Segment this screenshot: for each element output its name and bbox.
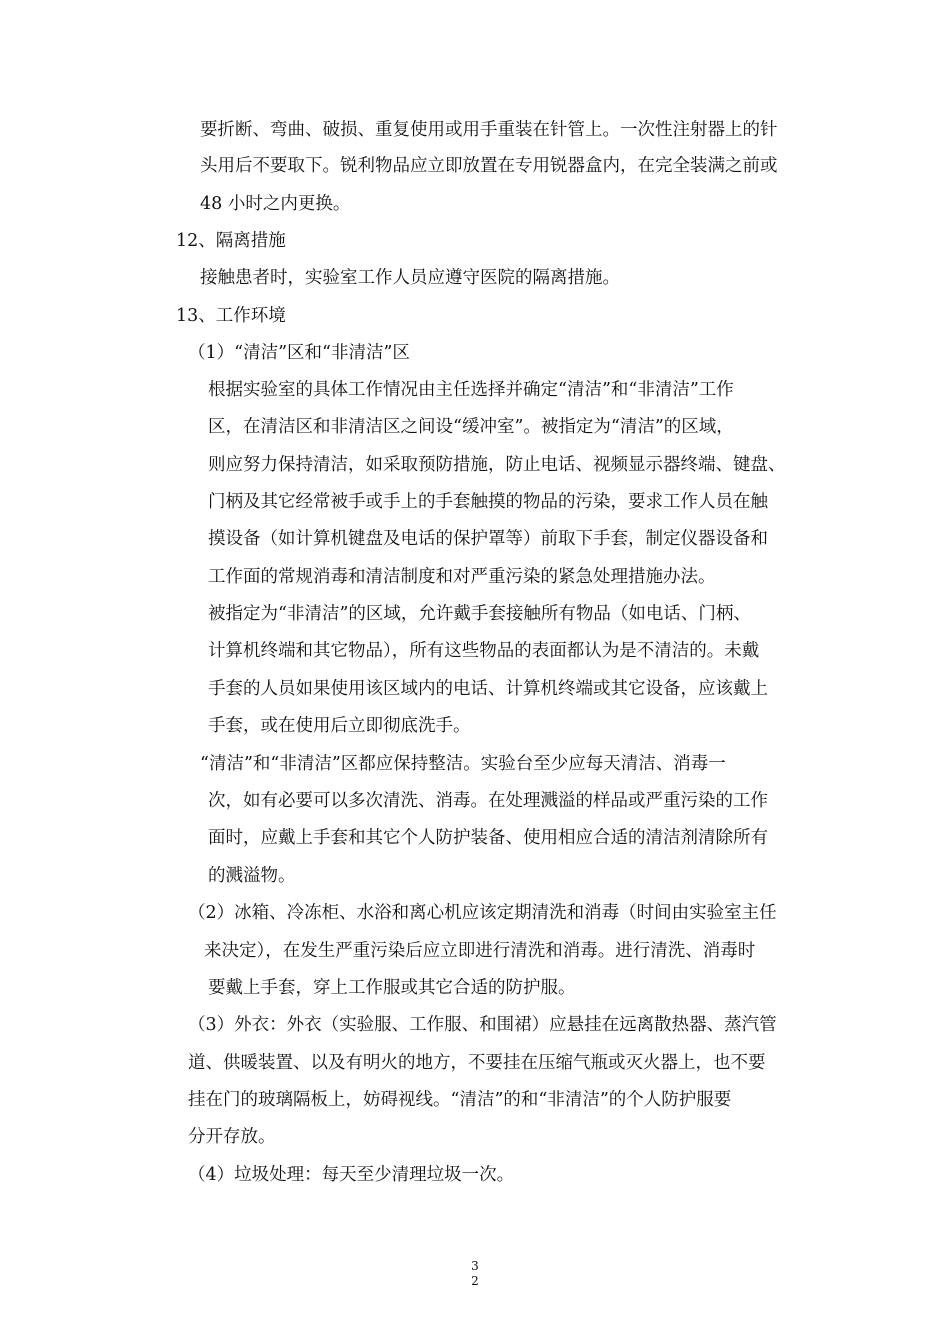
sub1-heading: （1）“清洁”区和“非清洁”区: [188, 343, 410, 363]
sub1-p1-line-3: 则应努力保持清洁，如采取预防措施，防止电话、视频显示器终端、键盘、: [208, 455, 786, 475]
sub3-line-3: 挂在门的玻璃隔板上，妨碍视线。“清洁”的和“非清洁”的个人防护服要: [188, 1090, 732, 1110]
sub1-p3-line-2: 次，如有必要可以多次清洗、消毒。在处理溅溢的样品或严重污染的工作: [208, 791, 768, 811]
sub4-line-1: （4）垃圾处理：每天至少清理垃圾一次。: [188, 1165, 515, 1185]
sub1-p1-line-6: 工作面的常规消毒和清洁制度和对严重污染的紧急处理措施办法。: [208, 567, 716, 587]
item11-line-2: 头用后不要取下。锐利物品应立即放置在专用锐器盒内，在完全装满之前或: [200, 156, 778, 176]
sub1-p1-line-2: 区，在清洁区和非清洁区之间设“缓冲室”。被指定为“清洁”的区域，: [208, 417, 734, 437]
sub1-p1-line-4: 门柄及其它经常被手或手上的手套触摸的物品的污染，要求工作人员在触: [208, 492, 768, 512]
sub1-p2-line-3: 手套的人员如果使用该区域内的电话、计算机终端或其它设备，应该戴上: [208, 679, 768, 699]
sub2-line-2: 来决定），在发生严重污染后应立即进行清洗和消毒。进行清洗、消毒时: [204, 941, 756, 961]
item12-heading: 12、隔离措施: [176, 231, 286, 251]
sub1-p3-line-3: 面时，应戴上手套和其它个人防护装备、使用相应合适的清洁剂清除所有: [208, 828, 768, 848]
sub1-p1-line-5: 摸设备（如计算机键盘及电话的保护罩等）前取下手套，制定仪器设备和: [208, 529, 768, 549]
sub1-p3-line-1: “清洁”和“非清洁”区都应保持整洁。实验台至少应每天清洁、消毒一: [200, 754, 726, 774]
item13-heading: 13、工作环境: [176, 306, 286, 326]
sub1-p1-line-1: 根据实验室的具体工作情况由主任选择并确定“清洁”和“非清洁”工作: [208, 380, 734, 400]
sub3-line-1: （3）外衣：外衣（实验服、工作服、和围裙）应悬挂在远离散热器、蒸汽管: [188, 1015, 777, 1035]
sub1-p2-line-2: 计算机终端和其它物品），所有这些物品的表面都认为是不清洁的。未戴: [208, 641, 760, 661]
sub2-line-1: （2）冰箱、冷冻柜、水浴和离心机应该定期清洗和消毒（时间由实验室主任: [188, 903, 777, 923]
sub3-line-4: 分开存放。: [188, 1127, 276, 1147]
page-number-top: 3: [471, 1259, 479, 1273]
sub2-line-3: 要戴上手套，穿上工作服或其它合适的防护服。: [208, 978, 576, 998]
item11-line-3: 48 小时之内更换。: [200, 194, 351, 214]
item12-line-1: 接触患者时，实验室工作人员应遵守医院的隔离措施。: [200, 268, 620, 288]
sub3-line-2: 道、供暖装置、以及有明火的地方，不要挂在压缩气瓶或灭火器上，也不要: [188, 1053, 766, 1073]
sub1-p2-line-1: 被指定为“非清洁”的区域，允许戴手套接触所有物品（如电话、门柄、: [208, 604, 751, 624]
page-number-bottom: 2: [471, 1274, 479, 1288]
sub1-p2-line-4: 手套，或在使用后立即彻底洗手。: [208, 716, 471, 736]
sub1-p3-line-4: 的溅溢物。: [208, 866, 296, 886]
item11-line-1: 要折断、弯曲、破损、重复使用或用手重装在针管上。一次性注射器上的针: [200, 120, 778, 140]
